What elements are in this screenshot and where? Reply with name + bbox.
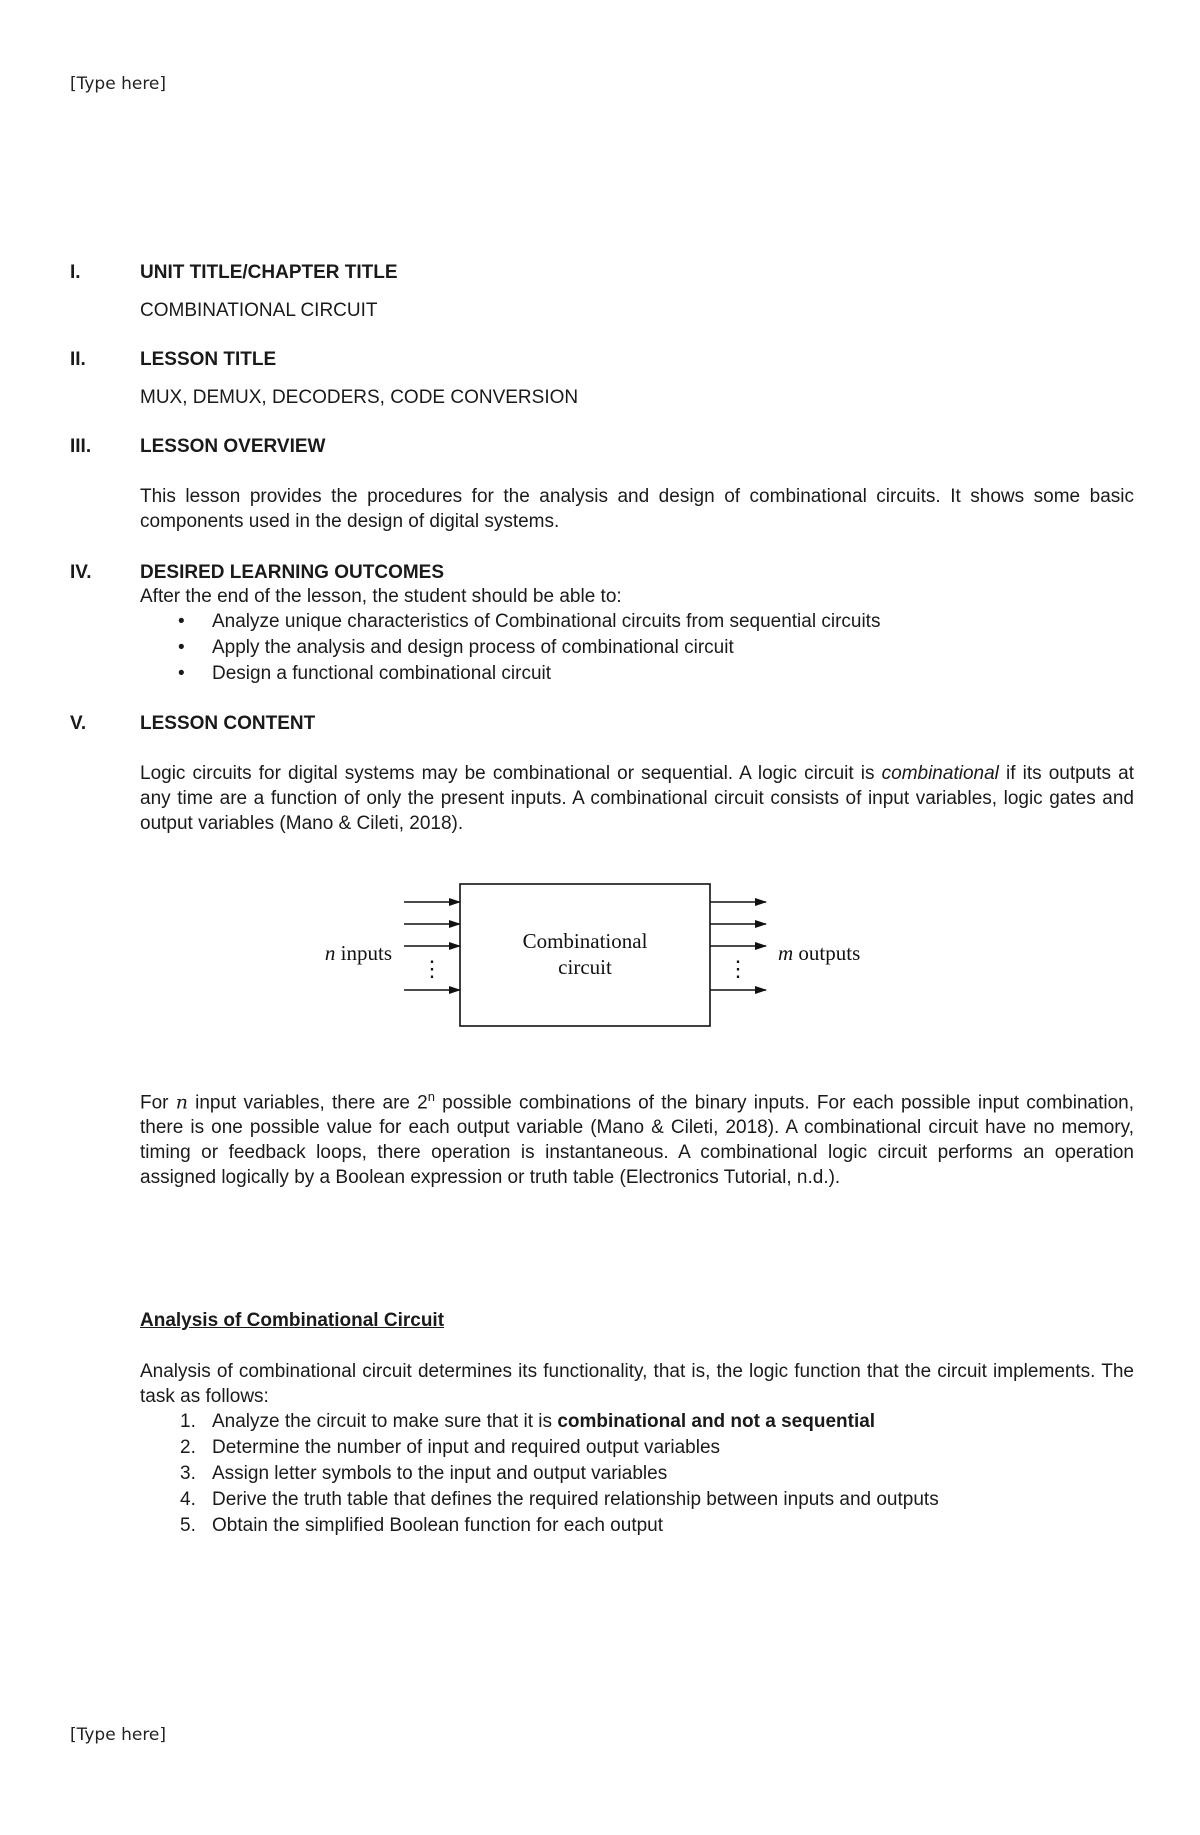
- step-text-plain: Analyze the circuit to make sure that it is: [212, 1411, 558, 1433]
- step-number: 1.: [180, 1411, 196, 1433]
- section-2-heading: [70, 349, 1134, 371]
- inputs-label: [325, 941, 392, 965]
- inputs-variable: n: [324, 941, 336, 965]
- step-text: Assign letter symbols to the input and output variables: [212, 1463, 668, 1485]
- list-item: [180, 1435, 1134, 1461]
- outcomes-list: [140, 609, 1134, 687]
- section-3-number: III.: [70, 436, 92, 457]
- section-3-title: LESSON OVERVIEW: [140, 436, 326, 457]
- section-4-title: DESIRED LEARNING OUTCOMES: [140, 562, 445, 583]
- page-header: [Type here]: [70, 74, 167, 94]
- page-footer: [Type here]: [70, 1725, 167, 1745]
- outcome-text: Analyze unique characteristics of Combinational circuits from sequential circuits: [212, 611, 881, 632]
- section-4-body: [70, 584, 1134, 687]
- section-3-heading: [70, 436, 1134, 458]
- step-number: 5.: [180, 1515, 196, 1537]
- list-item: [178, 609, 1134, 635]
- lesson-content-paragraph-1: [70, 761, 1134, 836]
- outcome-text: Apply the analysis and design process of combinational circuit: [212, 637, 734, 658]
- outcomes-intro: After the end of the lesson, the student should be able to:: [140, 586, 622, 607]
- step-text: Obtain the simplified Boolean function for each output: [212, 1515, 664, 1537]
- analysis-title: Analysis of Combinational Circuit: [140, 1310, 445, 1332]
- step-text: Derive the truth table that defines the required relationship between inputs and outputs: [212, 1489, 939, 1511]
- list-item: [180, 1513, 1134, 1539]
- analysis-steps: [140, 1409, 1134, 1539]
- bullet-marker: •: [178, 611, 185, 632]
- section-5-heading: [70, 713, 1134, 735]
- inputs-text: inputs: [335, 941, 392, 965]
- step-text: Determine the number of input and required output variables: [212, 1437, 721, 1459]
- list-item: [180, 1409, 1134, 1435]
- outputs-label: [778, 941, 860, 965]
- paragraph-text: possible combinations of the binary inputs. For each possible input combination, there is one possible value for each output variable (Mano & Cileti, 2018). A combinational circuit have no memory, timing or feedback loops, there operation is instantaneous. A combinational logic circuit performs an operation assigned logically by a Boolean expression or truth table (Electronics Tutorial, n.d.).: [140, 1092, 1134, 1189]
- section-2-body: MUX, DEMUX, DECODERS, CODE CONVERSION: [140, 387, 579, 408]
- lesson-content-paragraph-2: [70, 1084, 1134, 1190]
- variable-n: n: [175, 1091, 188, 1114]
- bullet-marker: •: [178, 663, 185, 684]
- analysis-intro: Analysis of combinational circuit determines its functionality, that is, the logic function that the circuit implements. The task as follows:: [140, 1361, 1134, 1408]
- section-3-body: This lesson provides the procedures for the analysis and design of combinational circuits. It shows some basic components used in the design of digital systems.: [140, 486, 1134, 532]
- input-ellipsis: ⋮: [421, 957, 443, 982]
- section-1-body: COMBINATIONAL CIRCUIT: [140, 300, 378, 321]
- paragraph-text: For: [140, 1092, 176, 1114]
- section-5-number: V.: [70, 713, 87, 734]
- paragraph-text: input variables, there are 2: [187, 1092, 428, 1114]
- combinational-circuit-diagram: [70, 882, 1134, 1042]
- emphasis-combinational: combinational: [881, 763, 999, 784]
- analysis-section: [70, 1308, 1134, 1539]
- paragraph-text: Logic circuits for digital systems may be combinational or sequential. A logic circuit is: [140, 763, 882, 784]
- step-number: 3.: [180, 1463, 196, 1485]
- step-text: [212, 1409, 875, 1435]
- step-text-bold: combinational and not a sequential: [557, 1411, 876, 1433]
- output-ellipsis: ⋮: [727, 957, 749, 982]
- box-label-line-2: circuit: [558, 955, 612, 979]
- document-body: [70, 262, 1134, 1539]
- step-number: 4.: [180, 1489, 196, 1511]
- outputs-text: outputs: [793, 941, 861, 965]
- section-2-title: LESSON TITLE: [140, 349, 277, 370]
- paragraph-text: if its outputs at any time are a function of only the present inputs. A combinational circuit consists of input variables, logic gates and output variables (Mano & Cileti, 2018).: [140, 763, 1134, 834]
- section-1-heading: [70, 262, 1134, 284]
- section-5-title: LESSON CONTENT: [140, 713, 316, 734]
- exponent-n: n: [427, 1089, 435, 1104]
- bullet-marker: •: [178, 637, 185, 658]
- list-item: [180, 1461, 1134, 1487]
- list-item: [178, 661, 1134, 687]
- list-item: [178, 635, 1134, 661]
- section-4-number: IV.: [70, 562, 92, 583]
- outputs-variable: m: [778, 941, 794, 965]
- section-1-title: UNIT TITLE/CHAPTER TITLE: [140, 262, 398, 283]
- block-diagram-svg: [70, 882, 1134, 1042]
- list-item: [180, 1487, 1134, 1513]
- section-2-number: II.: [70, 349, 86, 370]
- step-number: 2.: [180, 1437, 196, 1459]
- outcome-text: Design a functional combinational circuit: [212, 663, 552, 684]
- section-4-heading: [70, 562, 1134, 584]
- section-1-number: I.: [70, 262, 81, 283]
- box-label-line-1: Combinational: [522, 929, 648, 953]
